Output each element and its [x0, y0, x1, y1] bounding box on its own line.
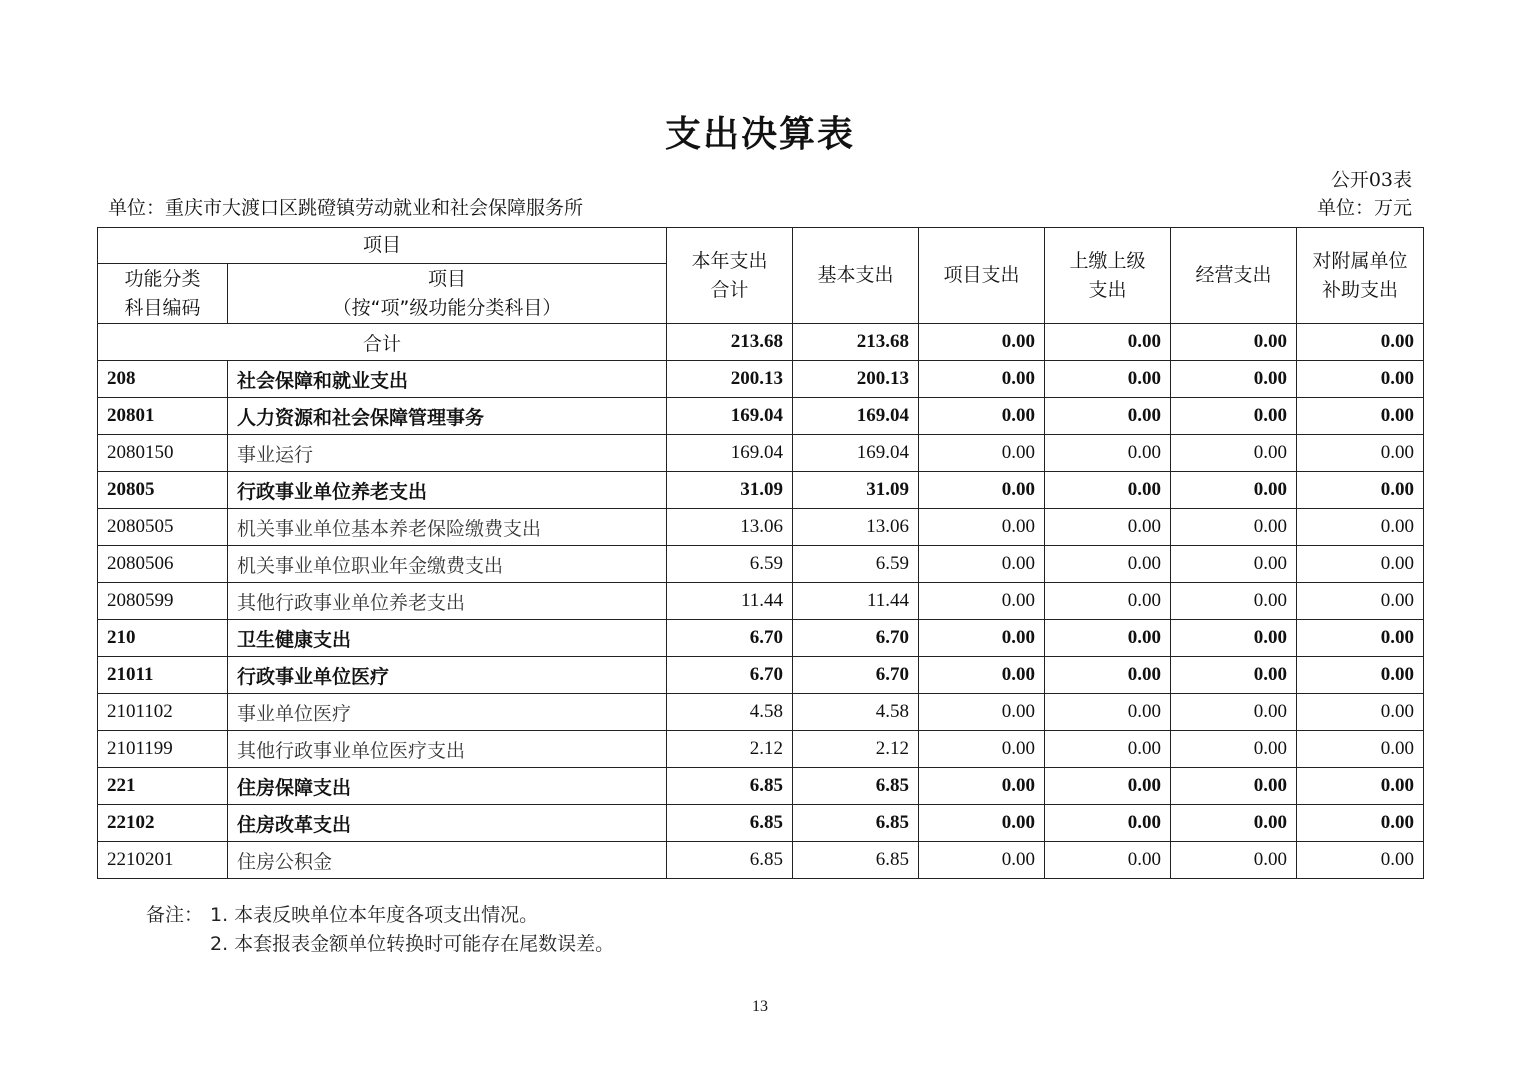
amount-cell: 0.00 — [1297, 657, 1424, 694]
notes — [146, 901, 614, 959]
amount-cell: 0.00 — [919, 583, 1045, 620]
amount-cell: 0.00 — [1045, 805, 1171, 842]
subject-name: 其他行政事业单位医疗支出 — [228, 731, 667, 768]
form-number: 公开03表 — [1330, 169, 1412, 191]
amount-cell: 0.00 — [1045, 842, 1171, 879]
amount-cell: 0.00 — [1171, 694, 1297, 731]
subject-name: 住房公积金 — [228, 842, 667, 879]
amount-cell: 31.09 — [667, 472, 793, 509]
amount-cell: 0.00 — [919, 620, 1045, 657]
header-total-expenditure: 本年支出 合计 — [667, 228, 793, 324]
amount-cell: 0.00 — [1297, 842, 1424, 879]
amount-cell: 0.00 — [919, 694, 1045, 731]
table-row — [98, 472, 1424, 509]
subject-name: 事业单位医疗 — [228, 694, 667, 731]
total-value: 0.00 — [1171, 324, 1297, 361]
total-row — [98, 324, 1424, 361]
table-body — [98, 324, 1424, 879]
amount-cell: 0.00 — [919, 435, 1045, 472]
amount-cell: 200.13 — [793, 361, 919, 398]
subject-name: 人力资源和社会保障管理事务 — [228, 398, 667, 435]
amount-cell: 6.85 — [667, 768, 793, 805]
total-value: 213.68 — [667, 324, 793, 361]
amount-cell: 6.59 — [793, 546, 919, 583]
amount-cell: 0.00 — [1297, 620, 1424, 657]
subject-name: 事业运行 — [228, 435, 667, 472]
amount-cell: 0.00 — [1297, 509, 1424, 546]
amount-cell: 0.00 — [1171, 509, 1297, 546]
amount-cell: 4.58 — [793, 694, 919, 731]
amount-cell: 0.00 — [1171, 805, 1297, 842]
subject-code: 21011 — [98, 657, 228, 694]
subject-code: 2080150 — [98, 435, 228, 472]
subject-name: 机关事业单位基本养老保险缴费支出 — [228, 509, 667, 546]
header-project-expenditure: 项目支出 — [919, 228, 1045, 324]
subject-name: 住房保障支出 — [228, 768, 667, 805]
amount-cell: 0.00 — [1297, 805, 1424, 842]
amount-cell: 0.00 — [1045, 768, 1171, 805]
table-row — [98, 731, 1424, 768]
amount-cell: 0.00 — [919, 361, 1045, 398]
amount-cell: 0.00 — [1297, 546, 1424, 583]
amount-cell: 13.06 — [667, 509, 793, 546]
table-row — [98, 842, 1424, 879]
subject-code: 2101199 — [98, 731, 228, 768]
subject-name: 卫生健康支出 — [228, 620, 667, 657]
amount-cell: 0.00 — [1171, 398, 1297, 435]
header-subject-code: 功能分类 科目编码 — [98, 264, 228, 324]
amount-cell: 169.04 — [667, 435, 793, 472]
amount-cell: 6.70 — [667, 620, 793, 657]
header-business-expenditure: 经营支出 — [1171, 228, 1297, 324]
amount-cell: 0.00 — [1045, 694, 1171, 731]
amount-cell: 0.00 — [1045, 509, 1171, 546]
table-row — [98, 805, 1424, 842]
page-title: 支出决算表 — [664, 114, 855, 155]
page-number: 13 — [752, 998, 768, 1015]
amount-cell: 6.70 — [793, 657, 919, 694]
amount-cell: 0.00 — [1171, 583, 1297, 620]
amount-cell: 2.12 — [667, 731, 793, 768]
amount-cell: 0.00 — [1171, 435, 1297, 472]
subject-code: 208 — [98, 361, 228, 398]
subject-name: 行政事业单位医疗 — [228, 657, 667, 694]
subject-code: 210 — [98, 620, 228, 657]
amount-cell: 11.44 — [793, 583, 919, 620]
amount-cell: 0.00 — [1171, 731, 1297, 768]
amount-cell: 0.00 — [1297, 583, 1424, 620]
amount-cell: 0.00 — [1171, 546, 1297, 583]
amount-cell: 0.00 — [1171, 361, 1297, 398]
amount-cell: 0.00 — [919, 842, 1045, 879]
header-project-group: 项目 — [98, 228, 667, 264]
header-subsidy-expenditure: 对附属单位 补助支出 — [1297, 228, 1424, 324]
header-subject-name: 项目 （按“项”级功能分类科目） — [228, 264, 667, 324]
note-item: 2. 本套报表金额单位转换时可能存在尾数误差。 — [210, 933, 615, 955]
amount-cell: 0.00 — [919, 398, 1045, 435]
amount-cell: 0.00 — [1171, 768, 1297, 805]
amount-cell: 2.12 — [793, 731, 919, 768]
amount-cell: 0.00 — [1297, 435, 1424, 472]
amount-cell: 0.00 — [919, 472, 1045, 509]
subject-code: 20805 — [98, 472, 228, 509]
amount-cell: 31.09 — [793, 472, 919, 509]
amount-cell: 0.00 — [919, 546, 1045, 583]
subject-code: 221 — [98, 768, 228, 805]
table-row — [98, 620, 1424, 657]
amount-cell: 0.00 — [1045, 361, 1171, 398]
amount-cell: 13.06 — [793, 509, 919, 546]
amount-cell: 0.00 — [1045, 546, 1171, 583]
amount-cell: 0.00 — [1045, 472, 1171, 509]
total-label: 合计 — [98, 324, 667, 361]
note-item: 1. 本表反映单位本年度各项支出情况。 — [210, 904, 539, 926]
total-value: 0.00 — [1297, 324, 1424, 361]
header-remit-expenditure: 上缴上级 支出 — [1045, 228, 1171, 324]
amount-cell: 0.00 — [1171, 620, 1297, 657]
amount-cell: 0.00 — [1171, 472, 1297, 509]
amount-cell: 0.00 — [1045, 583, 1171, 620]
amount-cell: 200.13 — [667, 361, 793, 398]
amount-cell: 0.00 — [919, 509, 1045, 546]
amount-cell: 0.00 — [1045, 435, 1171, 472]
amount-cell: 0.00 — [1297, 398, 1424, 435]
amount-cell: 6.85 — [793, 805, 919, 842]
table-row — [98, 694, 1424, 731]
subject-code: 2080506 — [98, 546, 228, 583]
amount-cell: 4.58 — [667, 694, 793, 731]
amount-cell: 0.00 — [919, 731, 1045, 768]
amount-cell: 169.04 — [793, 435, 919, 472]
amount-cell: 0.00 — [919, 768, 1045, 805]
table-row — [98, 768, 1424, 805]
total-value: 0.00 — [919, 324, 1045, 361]
amount-cell: 0.00 — [1297, 731, 1424, 768]
subject-code: 20801 — [98, 398, 228, 435]
table-row — [98, 361, 1424, 398]
amount-cell: 169.04 — [793, 398, 919, 435]
subject-name: 其他行政事业单位养老支出 — [228, 583, 667, 620]
amount-cell: 11.44 — [667, 583, 793, 620]
expenditure-table — [97, 227, 1424, 879]
subject-code: 2101102 — [98, 694, 228, 731]
total-value: 213.68 — [793, 324, 919, 361]
subject-code: 2080599 — [98, 583, 228, 620]
amount-cell: 169.04 — [667, 398, 793, 435]
amount-cell: 0.00 — [1297, 694, 1424, 731]
amount-cell: 0.00 — [1297, 472, 1424, 509]
table-row — [98, 546, 1424, 583]
amount-cell: 0.00 — [1297, 361, 1424, 398]
amount-cell: 0.00 — [919, 657, 1045, 694]
notes-prefix: 备注： — [146, 904, 204, 926]
table-row — [98, 435, 1424, 472]
total-value: 0.00 — [1045, 324, 1171, 361]
amount-cell: 0.00 — [1045, 398, 1171, 435]
table-row — [98, 583, 1424, 620]
currency-unit: 单位：万元 — [1316, 197, 1412, 219]
amount-cell: 6.85 — [667, 842, 793, 879]
subject-code: 22102 — [98, 805, 228, 842]
header-basic-expenditure: 基本支出 — [793, 228, 919, 324]
subject-code: 2210201 — [98, 842, 228, 879]
amount-cell: 6.70 — [793, 620, 919, 657]
amount-cell: 6.85 — [667, 805, 793, 842]
subject-name: 社会保障和就业支出 — [228, 361, 667, 398]
table-row — [98, 398, 1424, 435]
amount-cell: 0.00 — [1045, 657, 1171, 694]
subject-name: 机关事业单位职业年金缴费支出 — [228, 546, 667, 583]
amount-cell: 0.00 — [1045, 620, 1171, 657]
reporting-unit: 单位：重庆市大渡口区跳磴镇劳动就业和社会保障服务所 — [108, 197, 584, 219]
subject-code: 2080505 — [98, 509, 228, 546]
amount-cell: 0.00 — [1045, 731, 1171, 768]
amount-cell: 0.00 — [1297, 768, 1424, 805]
amount-cell: 0.00 — [919, 805, 1045, 842]
amount-cell: 0.00 — [1171, 842, 1297, 879]
amount-cell: 6.70 — [667, 657, 793, 694]
amount-cell: 0.00 — [1171, 657, 1297, 694]
subject-name: 行政事业单位养老支出 — [228, 472, 667, 509]
table-row — [98, 509, 1424, 546]
subject-name: 住房改革支出 — [228, 805, 667, 842]
amount-cell: 6.85 — [793, 768, 919, 805]
amount-cell: 6.59 — [667, 546, 793, 583]
amount-cell: 6.85 — [793, 842, 919, 879]
table-row — [98, 657, 1424, 694]
